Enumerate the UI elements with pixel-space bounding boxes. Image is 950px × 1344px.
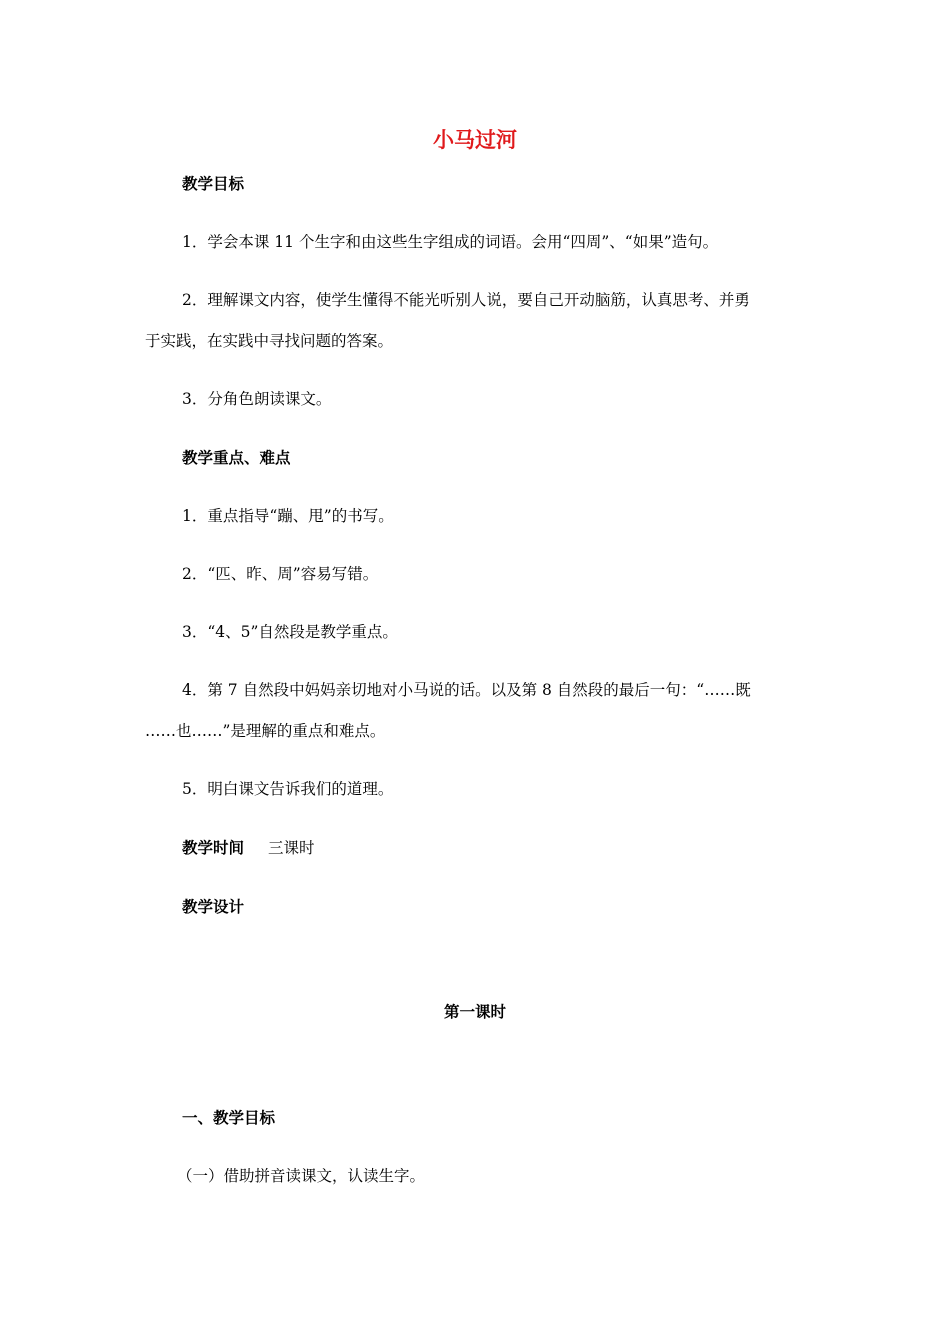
- key-point-5: 5．明白课文告诉我们的道理。: [182, 780, 394, 798]
- document-title: 小马过河: [433, 128, 517, 152]
- goal-item-2: 2．理解课文内容，使学生懂得不能光听别人说，要自己开动脑筋，认真思考、并勇: [182, 291, 750, 309]
- key-point-3: 3．“4、5”自然段是教学重点。: [182, 623, 398, 641]
- goal-item-3: 3．分角色朗读课文。: [182, 390, 332, 408]
- lesson-item-1: （一）借助拼音读课文，认读生字。: [177, 1167, 426, 1185]
- key-point-2: 2．“匹、昨、周”容易写错。: [182, 565, 379, 583]
- section-heading-teaching-goals: 教学目标: [182, 175, 245, 193]
- teaching-time-row: [182, 838, 315, 858]
- section-heading-key-points: 教学重点、难点: [182, 449, 291, 467]
- goal-item-1: 1．学会本课 11 个生字和由这些生字组成的词语。会用“四周”、“如果”造句。: [182, 233, 719, 251]
- key-point-4-continued: ……也……”是理解的重点和难点。: [145, 722, 386, 740]
- teaching-time-heading: 教学时间: [182, 839, 245, 857]
- goal-item-2-continued: 于实践，在实践中寻找问题的答案。: [145, 332, 394, 350]
- lesson-sub-heading: 一、教学目标: [182, 1109, 276, 1127]
- key-point-1: 1．重点指导“蹦、甩”的书写。: [182, 507, 394, 525]
- key-point-4: 4．第 7 自然段中妈妈亲切地对小马说的话。以及第 8 自然段的最后一句：“……既: [182, 681, 751, 699]
- teaching-time-value: 三课时: [268, 839, 315, 857]
- lesson-title: 第一课时: [443, 1003, 506, 1021]
- section-heading-teaching-design: 教学设计: [182, 898, 245, 916]
